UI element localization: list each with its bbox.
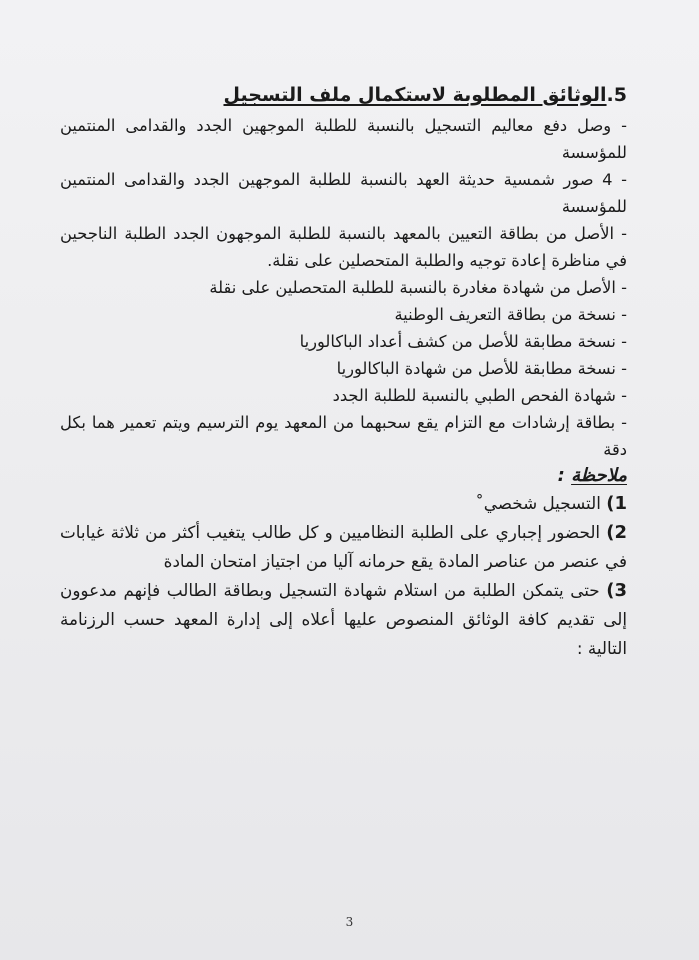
note-heading	[60, 463, 627, 489]
note-number: 1)	[606, 493, 627, 514]
section-title: الوثائق المطلوبة لاستكمال ملف التسجيل	[223, 84, 607, 106]
notes-list	[60, 489, 627, 663]
note-label: ملاحظة	[571, 465, 627, 486]
note-number: 2)	[606, 522, 628, 543]
note-text: التسجيل شخصي˚	[475, 493, 601, 513]
list-item: - 4 صور شمسية حديثة العهد بالنسبة للطلبة الموجهين الجدد والقدامى المنتمين للمؤسسة	[60, 170, 627, 216]
page-content	[60, 78, 627, 663]
list-item: - نسخة من بطاقة التعريف الوطنية	[394, 305, 627, 324]
note-item	[60, 518, 627, 576]
page-number: 3	[345, 915, 354, 929]
list-item: - بطاقة إرشادات مع التزام يقع سحبهما من المعهد يوم الترسيم ويتم تعمير هما بكل دقة	[60, 413, 627, 459]
section-number: 5.	[606, 84, 627, 106]
note-colon: :	[557, 465, 572, 486]
list-item: - شهادة الفحص الطبي بالنسبة للطلبة الجدد	[332, 386, 627, 405]
note-item	[60, 576, 627, 663]
section-heading	[60, 78, 627, 112]
required-documents-list	[60, 112, 627, 463]
list-item: - الأصل من شهادة مغادرة بالنسبة للطلبة المتحصلين على نقلة	[209, 278, 627, 297]
list-item: - نسخة مطابقة للأصل من كشف أعداد الباكالوريا	[299, 332, 627, 351]
list-item: - الأصل من بطاقة التعيين بالمعهد بالنسبة للطلبة الموجهون الجدد الطلبة الناجحين في مناظرة إعادة توجيه والطلبة المتحصلين على نقلة.	[60, 224, 627, 270]
note-item	[60, 489, 627, 518]
note-text: حتى يتمكن الطلبة من استلام شهادة التسجيل وبطاقة الطالب فإنهم مدعوون إلى تقديم كافة الوثائق المنصوص عليها أعلاه إلى إدارة المعهد حسب الرزنامة التالية :	[60, 580, 627, 658]
list-item: - وصل دفع معاليم التسجيل بالنسبة للطلبة الموجهين الجدد والقدامى المنتمين للمؤسسة	[60, 116, 627, 162]
note-number: 3)	[606, 580, 627, 601]
note-text: الحضور إجباري على الطلبة النظاميين و كل طالب يتغيب أكثر من ثلاثة غيابات في عنصر من عناصر المادة يقع حرمانه آليا من اجتياز امتحان المادة	[60, 522, 627, 571]
list-item: - نسخة مطابقة للأصل من شهادة الباكالوريا	[336, 359, 627, 378]
